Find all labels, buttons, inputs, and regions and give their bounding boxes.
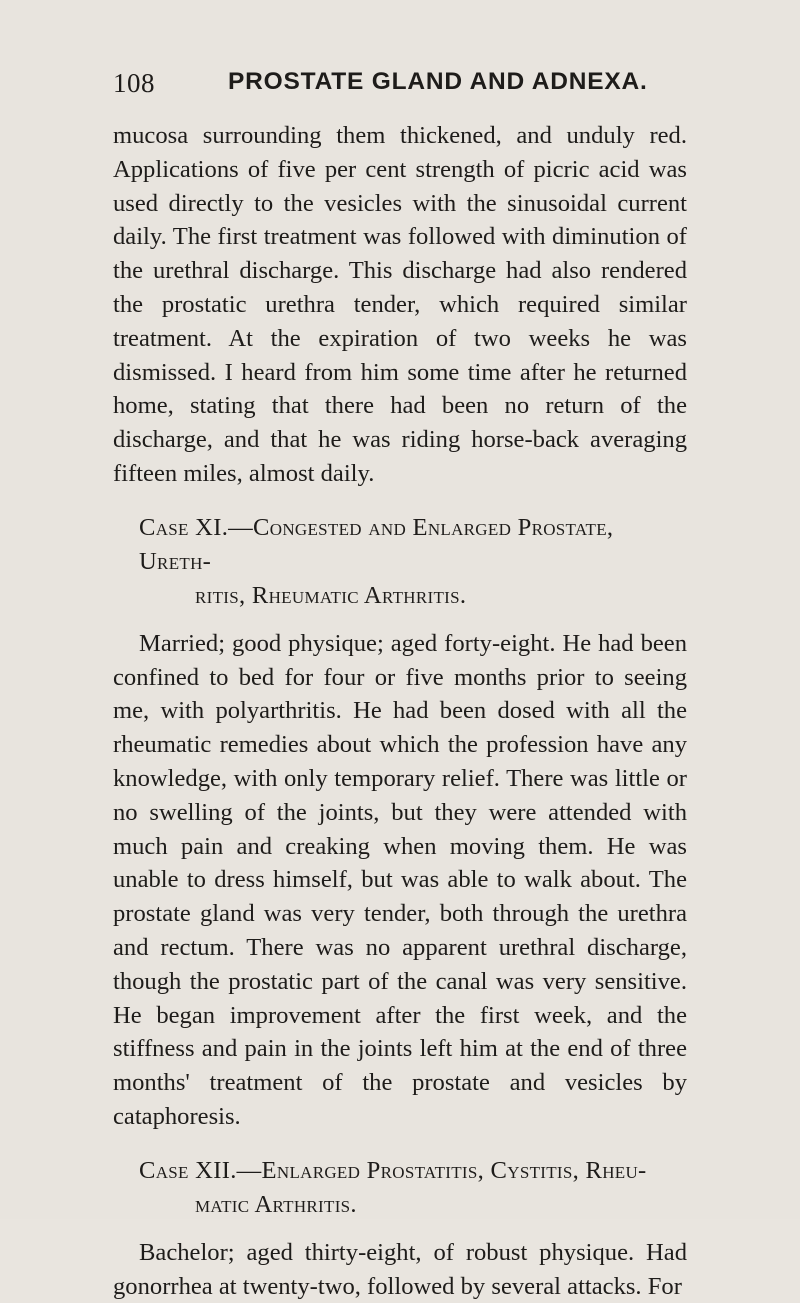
case-xi-paragraph: Married; good physique; aged forty-eight. He had been confined to bed for four or five months prior to seeing me, with polyarthritis. He had been dosed with all the rheumatic remedies about which the profession have any knowledge, with only temporary relief. There was little or no swelling of the joints, but they were attended with much pain and creaking when moving them. He was unable to dress himself, but was able to walk about. The prostate gland was very tender, both through the urethra and rectum. There was no apparent urethral discharge, though the prostatic part of the canal was very sensitive. He began improvement after the first week, and the stiffness and pain in the joints left him at the end of three months' treatment of the prostate and vesicles by cataphoresis. <box>113 629 687 1130</box>
case-xi-heading <box>113 511 687 613</box>
page-number: 108 <box>113 68 155 98</box>
case-xii-heading-line-2: matic Arthritis. <box>195 1190 357 1218</box>
page-body <box>113 119 687 1303</box>
case-xi-heading-line-1: Case XI.—Congested and Enlarged Prostate, Ureth- <box>139 513 614 575</box>
case-xi-heading-line-2: ritis, Rheumatic Arthritis. <box>195 581 467 609</box>
paragraph-continuation: mucosa surrounding them thickened, and unduly red. Applications of five per cent strength of picric acid was used directly to the vesicles with the sinusoidal current daily. The first treatment was followed with diminution of the urethral discharge. This discharge had also rendered the prostatic urethra tender, which required similar treatment. At the expiration of two weeks he was dismissed. I heard from him some time after he returned home, stating that there had been no return of the discharge, and that he was riding horse-back averaging fifteen miles, almost daily. <box>113 122 687 487</box>
running-title: PROSTATE GLAND AND ADNEXA. <box>228 68 648 95</box>
case-xii-heading <box>113 1154 687 1222</box>
page-header <box>113 68 733 102</box>
case-xii-heading-line-1: Case XII.—Enlarged Prostatitis, Cystitis, Rheu- <box>139 1156 647 1184</box>
case-xii-paragraph: Bachelor; aged thirty-eight, of robust physique. Had gonorrhea at twenty-two, followed by several attacks. For <box>113 1238 687 1300</box>
